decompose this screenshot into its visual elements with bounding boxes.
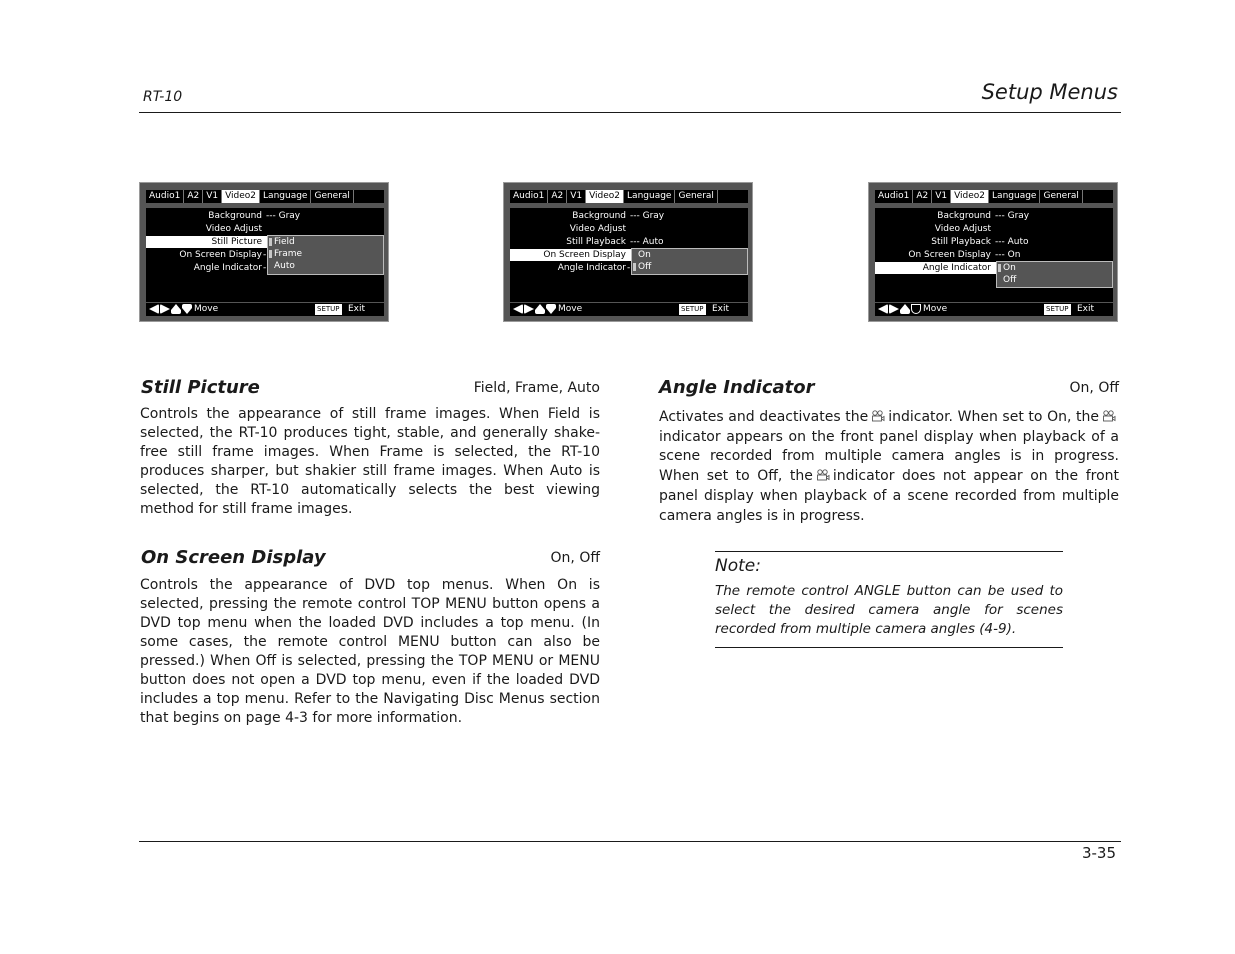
still-picture-options: Field, Frame, Auto — [473, 380, 600, 396]
osd-row-still-picture: Still Picture — [146, 236, 384, 248]
osd-setup-key: SETUP — [317, 305, 340, 313]
osd-row-video-adjust: Video Adjust — [205, 224, 262, 234]
osd-tab-video2: Video2 — [222, 190, 260, 203]
osd-exit-label: Exit — [1077, 304, 1095, 314]
osd-tab-v1: V1 — [203, 190, 222, 203]
osd-tab-general: General — [675, 190, 717, 203]
osd-exit-label: Exit — [712, 304, 730, 314]
osd-move-label: Move — [194, 304, 219, 314]
osd-option-list — [631, 248, 748, 275]
osd-tab-v1: V1 — [567, 190, 586, 203]
osd-tab-language: Language — [260, 190, 311, 203]
osd-row-still-playback: Still Playback --- Auto — [931, 237, 1029, 247]
note-title: Note: — [715, 556, 761, 576]
osd-move-label: Move — [558, 304, 583, 314]
osd-tab-video2: Video2 — [951, 190, 989, 203]
osd-tab-audio1: Audio1 — [510, 190, 548, 203]
osd-row-on-screen-display: On Screen Display - — [179, 250, 267, 260]
angle-indicator-options: On, Off — [1069, 380, 1119, 396]
osd-option-on: On — [638, 250, 651, 260]
osd-option-auto: Auto — [274, 261, 295, 271]
osd-move-label: Move — [923, 304, 948, 314]
osd-row-video-adjust: Video Adjust — [569, 224, 626, 234]
osd-tab-language: Language — [989, 190, 1040, 203]
on-screen-display-description: Controls the appearance of DVD top menus. When On is selected, pressing the remote control TOP MENU button opens a DVD top menu when the loaded DVD includes a top menu. (In some cases, the remote control MENU button can also be pressed.) When Off is selected, pressing the TOP MENU or MENU button does not open a DVD top menu, even if the loaded DVD includes a top menu. Refer to the Navigating Disc Menus section that begins on page 4-3 for more information. — [140, 577, 600, 726]
osd-row-background: Background --- Gray — [208, 211, 301, 221]
osd-tab-general: General — [1040, 190, 1082, 203]
osd-menu-panel — [510, 208, 748, 302]
osd-option-list — [267, 235, 384, 275]
osd-arrow-keys-icon — [878, 304, 921, 314]
osd-tab-a2: A2 — [548, 190, 567, 203]
osd-footer — [875, 303, 1113, 316]
osd-tab-language: Language — [624, 190, 675, 203]
osd-screenshot-still-picture — [139, 182, 389, 322]
osd-menu-panel — [875, 208, 1113, 302]
osd-tab-audio1: Audio1 — [875, 190, 913, 203]
osd-menu-panel — [146, 208, 384, 302]
osd-tab-video2: Video2 — [586, 190, 624, 203]
osd-setup-key: SETUP — [681, 305, 704, 313]
camera-angle-icon — [816, 469, 830, 481]
header-rule — [139, 112, 1121, 113]
angle-indicator-heading: Angle Indicator — [659, 377, 815, 398]
osd-tab-v1: V1 — [932, 190, 951, 203]
on-screen-display-options: On, Off — [550, 550, 600, 566]
osd-row-on-screen-display: On Screen Display — [510, 249, 748, 261]
osd-row-background: Background --- Gray — [937, 211, 1030, 221]
osd-tab-a2: A2 — [184, 190, 203, 203]
osd-row-angle-indicator: Angle Indicator - — [193, 263, 267, 273]
camera-angle-icon — [871, 410, 885, 422]
osd-tab-a2: A2 — [913, 190, 932, 203]
osd-option-field: Field — [268, 236, 383, 248]
page-title: Setup Menus — [981, 80, 1118, 104]
footer-rule — [139, 841, 1121, 842]
osd-row-angle-indicator: Angle Indicator — [875, 262, 1113, 274]
note-box — [715, 551, 1063, 648]
osd-row-video-adjust: Video Adjust — [934, 224, 991, 234]
osd-row-angle-indicator: Angle Indicator - — [557, 263, 631, 273]
osd-tab-bar — [146, 190, 384, 203]
on-screen-display-heading: On Screen Display — [141, 547, 326, 568]
osd-footer — [510, 303, 748, 316]
osd-row-background: Background --- Gray — [572, 211, 665, 221]
osd-tab-bar — [875, 190, 1113, 203]
camera-angle-icon — [1102, 410, 1116, 422]
still-picture-description: Controls the appearance of still frame images. When Field is selected, the RT-10 produces tight, stable, and generally shake-free still frame images. When Frame is selected, the RT-10 produces sharper, but shakier still frame images. When Auto is selected, the RT-10 automatically selects the best viewing method for still frame images. — [140, 406, 600, 517]
osd-tab-general: General — [311, 190, 353, 203]
osd-screenshot-angle-indicator — [868, 182, 1118, 322]
osd-option-frame: Frame — [268, 248, 383, 260]
osd-option-list — [996, 261, 1113, 288]
model-name: RT-10 — [143, 89, 183, 105]
osd-option-off: Off — [1003, 275, 1017, 285]
osd-setup-key: SETUP — [1046, 305, 1069, 313]
osd-row-still-playback: Still Playback --- Auto — [566, 237, 664, 247]
osd-row-on-screen-display: On Screen Display --- On — [908, 250, 1021, 260]
note-body: The remote control ANGLE button can be used to select the desired camera angle for scenes recorded from multiple camera angles (4-9). — [715, 583, 1063, 637]
osd-option-off: Off — [632, 261, 747, 273]
osd-tab-audio1: Audio1 — [146, 190, 184, 203]
osd-exit-label: Exit — [348, 304, 366, 314]
osd-arrow-keys-icon — [149, 304, 192, 314]
osd-option-on: On — [997, 262, 1112, 274]
angle-indicator-description: Activates and deactivates the indicator. When set to On, theindicator appears on the front panel display when playback of a scene recorded from multiple camera angles is in progress. When set to Off, the indicator does not appear on the front panel display when playback of a scene recorded from multiple camera angles is in progress. — [659, 409, 1119, 524]
osd-footer — [146, 303, 384, 316]
osd-tab-bar — [510, 190, 748, 203]
still-picture-heading: Still Picture — [141, 377, 260, 398]
page-number: 3-35 — [1081, 844, 1116, 862]
osd-screenshot-on-screen-display — [503, 182, 753, 322]
osd-arrow-keys-icon — [513, 304, 556, 314]
